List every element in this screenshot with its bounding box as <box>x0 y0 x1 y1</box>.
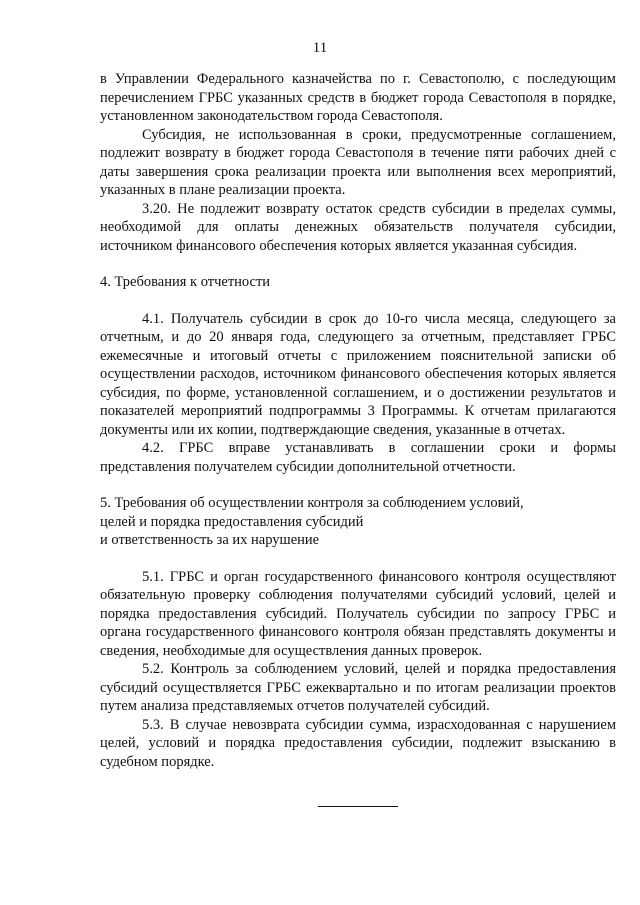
paragraph-4-1: 4.1. Получатель субсидии в срок до 10-го числа месяца, следующего за отчетным, и до 20 января года, следующего за отчетным, представляет ГРБС ежемесячные и итоговый отчеты с приложением пояснительной записки об осуществлении расходов, источником финансового обеспечения которых является субсидия, по форме, установленной соглашением, и о достижении результатов и показателей мероприятий подпрограммы 3 Программы. К отчетам прилагаются документы или их копии, подтверждающие сведения, указанные в отчетах. <box>100 310 616 438</box>
paragraph-5-3: 5.3. В случае невозврата субсидии сумма, израсходованная с нарушением целей, условий и порядка предоставления субсидии, подлежит взысканию в судебном порядке. <box>100 716 616 770</box>
section-5-heading-line: целей и порядка предоставления субсидий <box>100 513 364 530</box>
paragraph-unused-subsidy: Субсидия, не использованная в сроки, предусмотренные соглашением, подлежит возврату в бюджет города Севастополя в течение пяти рабочих дней с даты завершения срока реализации проекта или выполнения всех мероприятий, указанных в плане реализации проекта. <box>100 126 616 198</box>
paragraph-5-1: 5.1. ГРБС и орган государственного финансового контроля осуществляют обязательную проверку соблюдения получателями субсидий условий, целей и порядка предоставления субсидий. Получатель субсидии по запросу ГРБС и органа государственного финансового контроля обязан представлять документы и сведения, необходимые для осуществления данных проверок. <box>100 568 616 659</box>
page-number: 11 <box>312 40 328 56</box>
section-4-heading: 4. Требования к отчетности <box>100 274 271 290</box>
paragraph-5-2: 5.2. Контроль за соблюдением условий, целей и порядка предоставления субсидий осуществляется ГРБС ежеквартально и по итогам реализации проектов путем анализа представляемых отчетов получателей субсидий. <box>100 661 616 714</box>
section-5-heading <box>100 494 616 550</box>
paragraph-4-2: 4.2. ГРБС вправе устанавливать в соглашении сроки и формы представления получателем субсидии дополнительной отчетности. <box>100 440 616 475</box>
document-body <box>100 70 616 771</box>
section-5-heading-line: и ответственность за их нарушение <box>100 532 320 548</box>
closing-rule <box>318 806 398 807</box>
section-5-heading-line: 5. Требования об осуществлении контроля за соблюдением условий, <box>100 495 524 511</box>
paragraph-3-20: 3.20. Не подлежит возврату остаток средств субсидии в пределах суммы, необходимой для оплаты денежных обязательств получателя субсидии, источником финансового обеспечения которых является указанная субсидия. <box>100 200 616 254</box>
paragraph-continuation: в Управлении Федерального казначейства по г. Севастополю, с последующим перечислением ГРБС указанных средств в бюджет города Севастополя в порядке, установленном законодательством города Севастополя. <box>100 71 616 124</box>
